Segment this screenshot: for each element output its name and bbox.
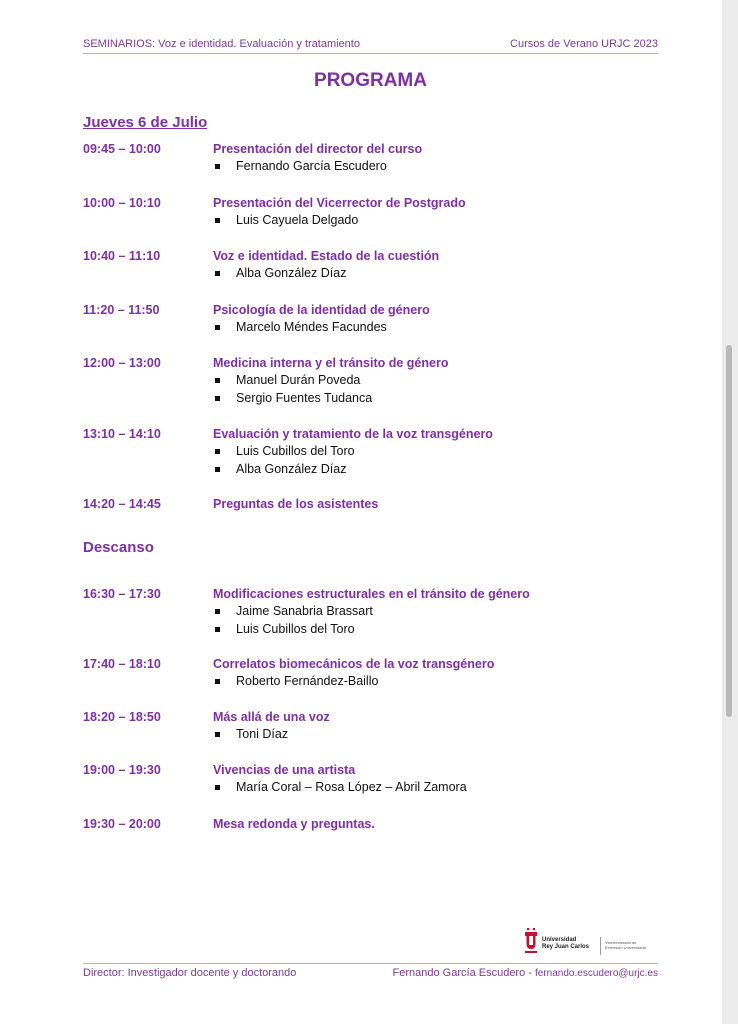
speaker-list [213,674,378,692]
speaker-list [213,604,373,640]
square-bullet-icon [215,271,220,276]
speaker-list [213,727,288,745]
speaker-name: Luis Cubillos del Toro [236,444,355,458]
slot-topic: Voz e identidad. Estado de la cuestión [213,249,440,263]
day-heading: Jueves 6 de Julio [83,114,208,131]
speaker-item [213,391,372,409]
speaker-list [213,159,387,177]
slot-topic: Vivencias de una artista [213,763,356,777]
speaker-item [213,674,378,692]
slot-time: 11:20 – 11:50 [83,303,160,317]
speaker-name: Toni Díaz [236,727,289,741]
speaker-name: Fernando García Escudero [236,159,387,173]
break-heading: Descanso [83,539,154,556]
university-name: Universidad Rey Juan Carlos [542,937,590,950]
vicerrectorado-name: Vicerrectorado de Extensión Universitaria [605,940,646,950]
square-bullet-icon [215,732,220,737]
slot-topic: Preguntas de los asistentes [213,497,379,511]
slot-topic: Presentación del director del curso [213,142,423,156]
slot-time: 14:20 – 14:45 [83,497,161,511]
square-bullet-icon [215,449,220,454]
page-title: PROGRAMA [314,70,427,91]
speaker-item [213,159,387,177]
slot-topic: Psicología de la identidad de género [213,303,430,317]
urjc-emblem-icon [524,928,538,954]
square-bullet-icon [215,378,220,383]
footer-email: fernando.escudero@urjc.es [535,968,658,979]
speaker-item [213,320,387,338]
slot-time: 19:30 – 20:00 [83,817,161,831]
speaker-name: Marcelo Méndes Facundes [236,320,387,334]
footer-divider [83,963,658,964]
speaker-list [213,373,372,409]
square-bullet-icon [215,218,220,223]
slot-time: 12:00 – 13:00 [83,356,161,370]
slot-topic: Presentación del Vicerrector de Postgrado [213,196,466,210]
speaker-name: Manuel Durán Poveda [236,373,361,387]
slot-time: 16:30 – 17:30 [83,587,161,601]
speaker-item [213,780,467,798]
square-bullet-icon [215,609,220,614]
speaker-item [213,604,373,622]
square-bullet-icon [215,325,220,330]
speaker-name: Sergio Fuentes Tudanca [236,391,373,405]
slot-topic: Medicina interna y el tránsito de género [213,356,449,370]
speaker-item [213,373,372,391]
footer-separator: - [525,967,535,979]
slot-topic: Evaluación y tratamiento de la voz transgénero [213,427,493,441]
slot-time: 10:00 – 10:10 [83,196,161,210]
header-course-title: SEMINARIOS: Voz e identidad. Evaluación y tratamiento [83,38,360,50]
header-course-series: Cursos de Verano URJC 2023 [510,38,658,50]
slot-time: 18:20 – 18:50 [83,710,161,724]
university-logo [524,926,659,960]
speaker-item [213,622,373,640]
speaker-list [213,320,387,338]
slot-topic: Correlatos biomecánicos de la voz transgénero [213,657,495,671]
footer-director-role: Director: Investigador docente y doctorando [83,967,297,979]
slot-topic: Modificaciones estructurales en el tránsito de género [213,587,530,601]
speaker-name: Alba González Díaz [236,462,347,476]
slot-time: 10:40 – 11:10 [83,249,161,263]
speaker-name: Luis Cubillos del Toro [236,622,355,636]
slot-time: 13:10 – 14:10 [83,427,161,441]
square-bullet-icon [215,467,220,472]
square-bullet-icon [215,396,220,401]
square-bullet-icon [215,785,220,790]
speaker-name: María Coral – Rosa López – Abril Zamora [236,780,467,794]
speaker-list [213,266,346,284]
speaker-name: Roberto Fernández-Baillo [236,674,379,688]
slot-topic: Mesa redonda y preguntas. [213,817,375,831]
speaker-list [213,213,358,231]
logo-divider [600,937,601,955]
header-divider [83,53,658,54]
slot-time: 17:40 – 18:10 [83,657,161,671]
speaker-item [213,462,355,480]
speaker-list [213,444,355,480]
footer-director-name: Fernando García Escudero [392,967,526,979]
speaker-list [213,780,467,798]
square-bullet-icon [215,627,220,632]
slot-time: 09:45 – 10:00 [83,142,161,156]
speaker-item [213,727,288,745]
speaker-name: Alba González Díaz [236,266,347,280]
speaker-name: Luis Cayuela Delgado [236,213,359,227]
vertical-scrollbar[interactable] [726,345,732,717]
speaker-item [213,444,355,462]
speaker-item [213,266,346,284]
square-bullet-icon [215,679,220,684]
speaker-name: Jaime Sanabria Brassart [236,604,373,618]
square-bullet-icon [215,164,220,169]
footer-contact [393,967,658,979]
slot-topic: Más allá de una voz [213,710,330,724]
speaker-item [213,213,358,231]
slot-time: 19:00 – 19:30 [83,763,161,777]
